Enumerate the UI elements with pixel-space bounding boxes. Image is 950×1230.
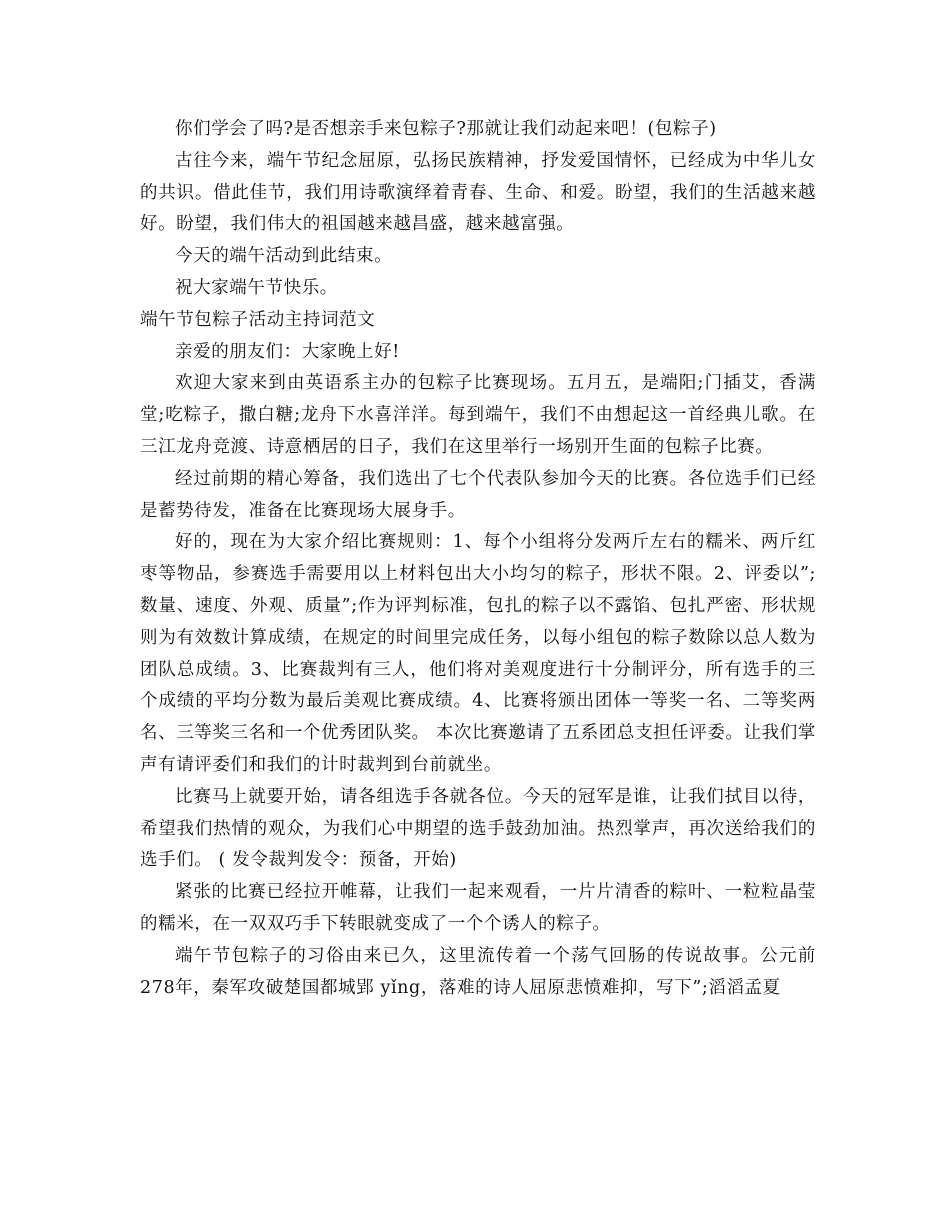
paragraph-teams: 经过前期的精心筹备，我们选出了七个代表队参加今天的比赛。各位选手们已经是蓄势待发，准备在比赛现场大展身手。 — [140, 468, 816, 521]
paragraph-greeting: 亲爱的朋友们：大家晚上好! — [175, 341, 400, 362]
paragraph-legend: 端午节包粽子的习俗由来已久，这里流传着一个荡气回肠的传说故事。公元前278年，秦军攻破楚国都城郢 yǐng，落难的诗人屈原悲愤难抑，写下”;滔滔孟夏 — [140, 945, 816, 998]
paragraph-start: 比赛马上就要开始，请各组选手各就各位。今天的冠军是谁，让我们拭目以待，希望我们热情的观众，为我们心中期望的选手鼓劲加油。热烈掌声，再次送给我们的选手们。 ( 发令裁判发令：预备，开始) — [140, 786, 816, 871]
paragraph-rules: 好的，现在为大家介绍比赛规则：1、每个小组将分发两斤左右的糯米、两斤红枣等物品，参赛选手需要用以上材料包出大小均匀的粽子，形状不限。2、评委以”;数量、速度、外观、质量”;作为评判标准，包扎的粽子以不露馅、包扎严密、形状规则为有效数计算成绩，在规定的时间里完成任务，以每小组包的粽子数除以总人数为团队总成绩。3、比赛裁判有三人，他们将对美观度进行十分制评分，所有选手的三个成绩的平均分数为最后美观比赛成绩。4、比赛将颁出团体一等奖一名、二等奖两名、三等奖三名和一个优秀团队奖。 本次比赛邀请了五系团总支担任评委。让我们掌声有请评委们和我们的计时裁判到台前就坐。 — [140, 532, 816, 775]
document-page — [140, 114, 816, 1004]
paragraph-competition: 紧张的比赛已经拉开帷幕，让我们一起来观看，一片片清香的粽叶、一粒粒晶莹的糯米，在一双双巧手下转眼就变成了一个个诱人的粽子。 — [140, 882, 816, 934]
paragraph-holiday-wish: 祝大家端午节快乐。 — [175, 277, 338, 298]
section-title: 端午节包粽子活动主持词范文 — [140, 309, 376, 330]
paragraph-activity-end: 今天的端午活动到此结束。 — [175, 246, 393, 267]
paragraph-closing-question: 你们学会了吗?是否想亲手来包粽子?那就让我们动起来吧！(包粽子) — [175, 119, 717, 139]
paragraph-closing-remarks: 古往今来，端午节纪念屈原，弘扬民族精神，抒发爱国情怀，已经成为中华儿女的共识。借此佳节，我们用诗歌演绎着青春、生命、和爱。盼望，我们的生活越来越好。盼望，我们伟大的祖国越来越昌盛，越来越富强。 — [140, 150, 816, 235]
paragraph-welcome: 欢迎大家来到由英语系主办的包粽子比赛现场。五月五，是端阳;门插艾，香满堂;吃粽子，撒白糖;龙舟下水喜洋洋。每到端午，我们不由想起这一首经典儿歌。在三江龙舟竞渡、诗意栖居的日子，我们在这里举行一场别开生面的包粽子比赛。 — [140, 373, 816, 457]
